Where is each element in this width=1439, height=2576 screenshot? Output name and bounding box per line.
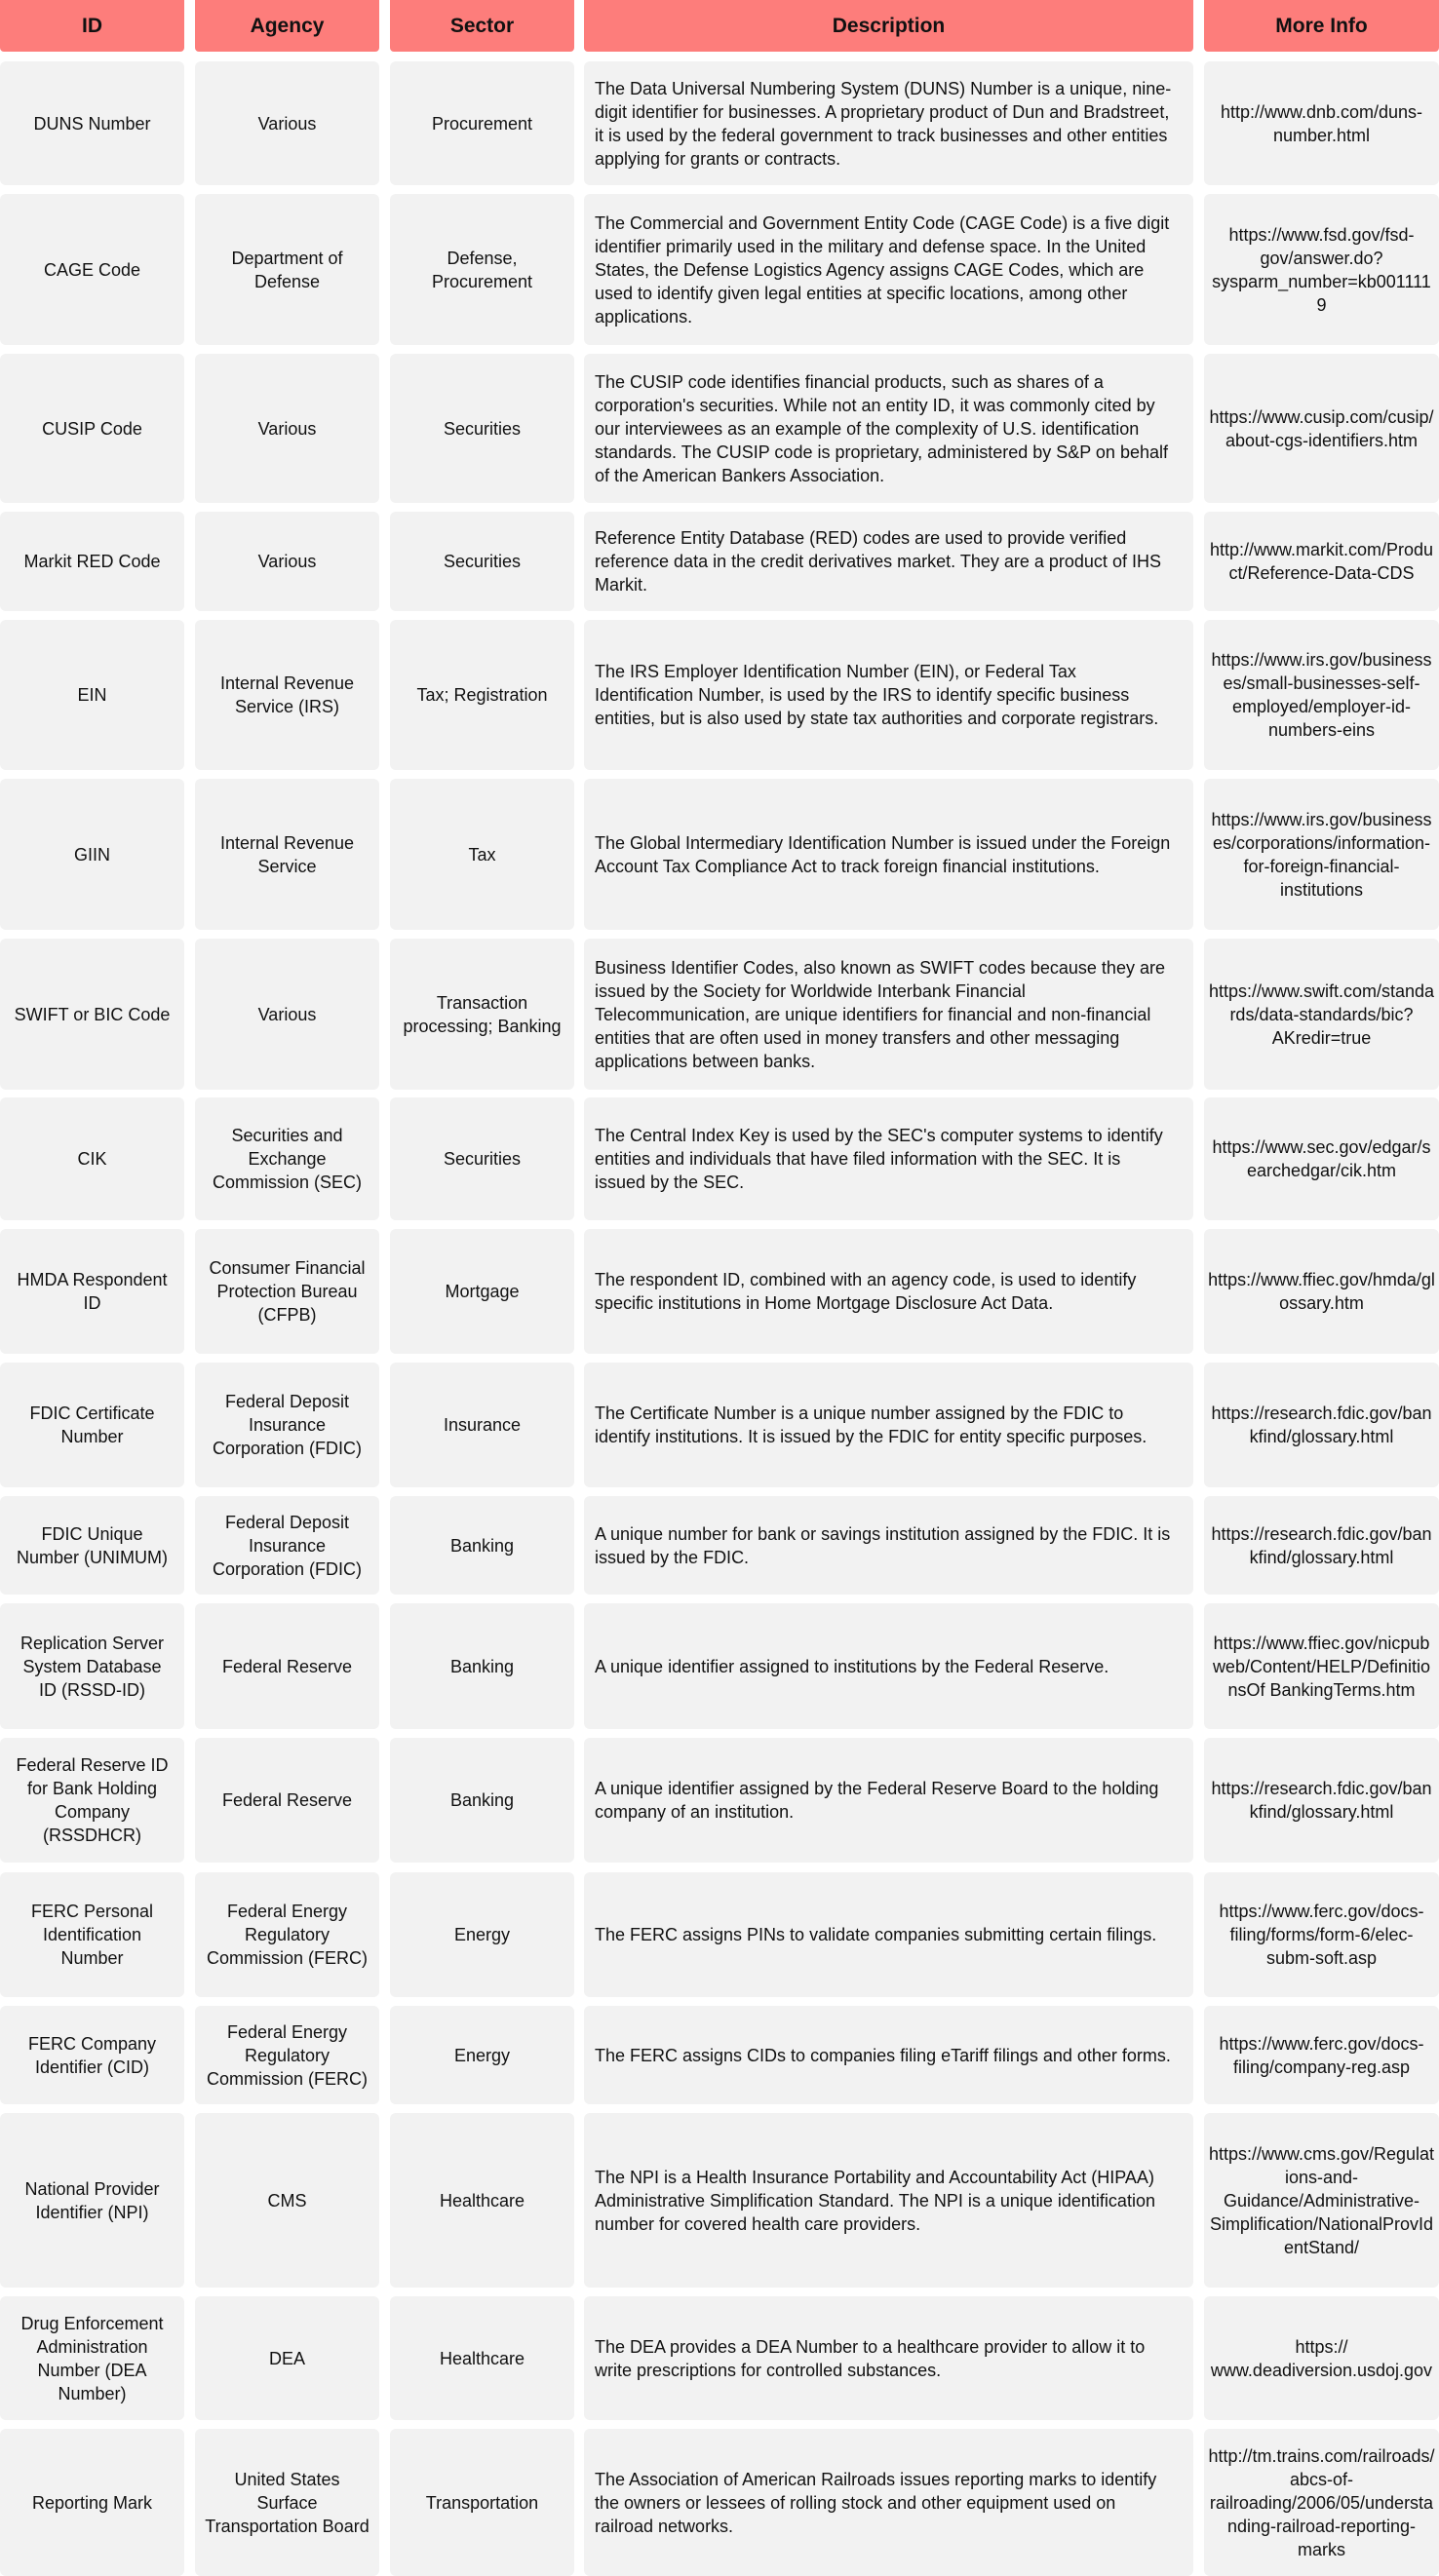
more-info-text: https://research.fdic.gov/bankfind/glossary.html bbox=[1211, 1523, 1432, 1567]
header-sector: Sector bbox=[390, 0, 574, 52]
sector-cell bbox=[390, 1872, 574, 1997]
more-info-text: http://www.markit.com/Product/Reference-Data-CDS bbox=[1209, 540, 1434, 583]
description-cell bbox=[584, 2429, 1193, 2576]
sector-text: Banking bbox=[449, 1656, 515, 1676]
description-text: The NPI is a Health Insurance Portability and Accountability Act (HIPAA) Administrative Simplification Standard. The NPI is a unique identification number for covered health care providers. bbox=[595, 2167, 1155, 2234]
description-cell bbox=[584, 1229, 1193, 1354]
sector-cell bbox=[390, 2296, 574, 2420]
id-text: Replication Server System Database ID (RSSD-ID) bbox=[19, 1633, 165, 1700]
description-cell bbox=[584, 194, 1193, 345]
sector-text: Healthcare bbox=[439, 2190, 525, 2211]
more-info-text: https://www.sec.gov/edgar/searchedgar/cik.htm bbox=[1212, 1137, 1431, 1180]
agency-text: Various bbox=[257, 1004, 317, 1024]
more-info-cell bbox=[1204, 939, 1439, 1090]
agency-cell bbox=[195, 2429, 379, 2576]
sector-cell bbox=[390, 1603, 574, 1729]
table-row bbox=[0, 1097, 1439, 1220]
more-info-cell bbox=[1204, 61, 1439, 185]
header-more-info: More Info bbox=[1204, 0, 1439, 52]
sector-cell bbox=[390, 61, 574, 185]
table-row bbox=[0, 1229, 1439, 1354]
id-text: DUNS Number bbox=[33, 113, 151, 134]
description-cell bbox=[584, 512, 1193, 611]
agency-cell bbox=[195, 2006, 379, 2104]
agency-cell bbox=[195, 512, 379, 611]
description-cell bbox=[584, 1603, 1193, 1729]
agency-text: CMS bbox=[267, 2190, 307, 2211]
sector-cell bbox=[390, 1097, 574, 1220]
description-text: A unique identifier assigned by the Federal Reserve Board to the holding company of an institution. bbox=[595, 1779, 1159, 1822]
agency-cell bbox=[195, 194, 379, 345]
description-text: The Certificate Number is a unique number assigned by the FDIC to identify institutions. It is issued by the FDIC for entity specific purposes. bbox=[595, 1403, 1147, 1446]
agency-text: Federal Energy Regulatory Commission (FERC) bbox=[206, 2021, 368, 2089]
agency-text: Federal Deposit Insurance Corporation (FDIC) bbox=[212, 1512, 363, 1579]
table-row bbox=[0, 2006, 1439, 2104]
id-text: FERC Company Identifier (CID) bbox=[27, 2033, 157, 2077]
table-row bbox=[0, 1496, 1439, 1595]
agency-text: DEA bbox=[268, 2348, 305, 2368]
agency-text: Various bbox=[257, 552, 317, 571]
id-text: FERC Personal Identification Number bbox=[30, 1902, 154, 1968]
agency-text: Department of Defense bbox=[231, 248, 343, 291]
more-info-cell bbox=[1204, 1229, 1439, 1354]
sector-text: Energy bbox=[453, 2045, 511, 2065]
more-info-cell bbox=[1204, 2006, 1439, 2104]
id-text: Federal Reserve ID for Bank Holding Company (RSSDHCR) bbox=[16, 1755, 169, 1845]
sector-cell bbox=[390, 1496, 574, 1595]
sector-cell bbox=[390, 194, 574, 345]
more-info-text: https://www.ferc.gov/docs-filing/company-reg.asp bbox=[1219, 2033, 1424, 2077]
more-info-text: https://research.fdic.gov/bankfind/glossary.html bbox=[1211, 1403, 1432, 1446]
id-text: CIK bbox=[77, 1149, 107, 1169]
sector-text: Banking bbox=[449, 1535, 515, 1556]
table-row bbox=[0, 2113, 1439, 2288]
more-info-cell bbox=[1204, 1363, 1439, 1487]
description-cell bbox=[584, 2006, 1193, 2104]
id-cell bbox=[0, 2113, 184, 2288]
description-text: Business Identifier Codes, also known as SWIFT codes because they are issued by the Society for Worldwide Interbank Financial Telecommunication, are unique identifiers for financial and non-financial entities that are often used in money transfers and other messaging applications between banks. bbox=[595, 957, 1165, 1071]
id-cell bbox=[0, 61, 184, 185]
table-row bbox=[0, 1872, 1439, 1997]
id-text: GIIN bbox=[73, 844, 110, 865]
agency-cell bbox=[195, 61, 379, 185]
description-cell bbox=[584, 1496, 1193, 1595]
table-row bbox=[0, 779, 1439, 930]
description-text: The Data Universal Numbering System (DUNS) Number is a unique, nine-digit identifier for businesses. A proprietary product of Dun and Bradstreet, it is used by the federal government to track businesses and other entities applying for grants or contracts. bbox=[595, 78, 1172, 169]
description-cell bbox=[584, 354, 1193, 503]
table-row bbox=[0, 1363, 1439, 1487]
agency-cell bbox=[195, 1496, 379, 1595]
table-row bbox=[0, 2296, 1439, 2420]
header-description: Description bbox=[584, 0, 1193, 52]
description-cell bbox=[584, 779, 1193, 930]
id-text: FDIC Certificate Number bbox=[29, 1403, 155, 1446]
agency-cell bbox=[195, 2113, 379, 2288]
agency-text: Internal Revenue Service bbox=[219, 832, 355, 876]
agency-cell bbox=[195, 939, 379, 1090]
sector-cell bbox=[390, 939, 574, 1090]
sector-cell bbox=[390, 2006, 574, 2104]
more-info-cell bbox=[1204, 512, 1439, 611]
table-row bbox=[0, 194, 1439, 345]
description-cell bbox=[584, 61, 1193, 185]
more-info-cell bbox=[1204, 1496, 1439, 1595]
description-text: The FERC assigns CIDs to companies filing eTariff filings and other forms. bbox=[595, 2045, 1171, 2065]
agency-cell bbox=[195, 1738, 379, 1863]
agency-text: Internal Revenue Service (IRS) bbox=[219, 673, 355, 716]
sector-cell bbox=[390, 2429, 574, 2576]
agency-cell bbox=[195, 620, 379, 770]
sector-cell bbox=[390, 779, 574, 930]
more-info-text: https://www.irs.gov/businesses/small-businesses-self-employed/employer-id-numbers-eins bbox=[1211, 650, 1432, 740]
id-cell bbox=[0, 1496, 184, 1595]
id-cell bbox=[0, 512, 184, 611]
id-text: SWIFT or BIC Code bbox=[14, 1004, 171, 1024]
sector-cell bbox=[390, 1229, 574, 1354]
agency-text: Securities and Exchange Commission (SEC) bbox=[212, 1126, 363, 1192]
description-text: The Global Intermediary Identification Number is issued under the Foreign Account Tax Compliance Act to track foreign financial institutions. bbox=[595, 832, 1171, 876]
more-info-cell bbox=[1204, 354, 1439, 503]
id-text: EIN bbox=[77, 685, 107, 705]
more-info-cell bbox=[1204, 194, 1439, 345]
more-info-cell bbox=[1204, 1872, 1439, 1997]
table-row bbox=[0, 1603, 1439, 1729]
agency-cell bbox=[195, 1363, 379, 1487]
header-agency: Agency bbox=[195, 0, 379, 52]
id-cell bbox=[0, 1229, 184, 1354]
more-info-text: https://www.ffiec.gov/nicpubweb/Content/HELP/DefinitionsOf BankingTerms.htm bbox=[1212, 1633, 1431, 1700]
table-row bbox=[0, 2429, 1439, 2576]
id-text: National Provider Identifier (NPI) bbox=[24, 2178, 160, 2222]
agency-text: Consumer Financial Protection Bureau (CFPB) bbox=[209, 1258, 366, 1325]
more-info-text: https://www.ffiec.gov/hmda/glossary.htm bbox=[1208, 1270, 1435, 1313]
id-text: CAGE Code bbox=[43, 259, 141, 280]
id-cell bbox=[0, 2006, 184, 2104]
sector-cell bbox=[390, 354, 574, 503]
header-id: ID bbox=[0, 0, 184, 52]
id-cell bbox=[0, 354, 184, 503]
description-text: The IRS Employer Identification Number (EIN), or Federal Tax Identification Number, is used by the IRS to identify specific business entities, but is also used by state tax authorities and corporate registrars. bbox=[595, 662, 1159, 728]
id-cell bbox=[0, 2429, 184, 2576]
agency-cell bbox=[195, 1603, 379, 1729]
agency-text: Various bbox=[257, 418, 317, 439]
header-row bbox=[0, 0, 1439, 52]
id-cell bbox=[0, 1603, 184, 1729]
agency-cell bbox=[195, 2296, 379, 2420]
agency-text: Federal Reserve bbox=[221, 1790, 353, 1810]
more-info-text: https://www.cusip.com/cusip/about-cgs-identifiers.htm bbox=[1209, 406, 1434, 450]
agency-cell bbox=[195, 1229, 379, 1354]
sector-text: Securities bbox=[443, 552, 522, 571]
id-text: FDIC Unique Number (UNIMUM) bbox=[17, 1523, 168, 1567]
more-info-cell bbox=[1204, 620, 1439, 770]
description-text: The CUSIP code identifies financial products, such as shares of a corporation's securities. While not an entity ID, it was commonly cited by our interviewees as an example of the complexity of U.S. identification standards. The CUSIP code is proprietary, administered by S&P on behalf of the American Bankers Association. bbox=[595, 371, 1168, 485]
table-row bbox=[0, 61, 1439, 185]
id-text: Drug Enforcement Administration Number (DEA Number) bbox=[20, 2313, 164, 2403]
id-cell bbox=[0, 1738, 184, 1863]
agency-cell bbox=[195, 779, 379, 930]
sector-text: Mortgage bbox=[445, 1282, 520, 1301]
agency-cell bbox=[195, 1097, 379, 1220]
id-cell bbox=[0, 1363, 184, 1487]
description-text: The Association of American Railroads issues reporting marks to identify the owners or lessees of rolling stock and other equipment used on railroad networks. bbox=[595, 2469, 1157, 2536]
agency-text: Federal Reserve bbox=[221, 1656, 353, 1676]
sector-text: Securities bbox=[443, 418, 522, 439]
more-info-cell bbox=[1204, 1097, 1439, 1220]
sector-text: Procurement bbox=[431, 113, 533, 134]
id-cell bbox=[0, 1097, 184, 1220]
more-info-text: http://tm.trains.com/railroads/abcs-of-railroading/2006/05/understanding-railroad-reporting-marks bbox=[1208, 2445, 1435, 2559]
description-text: The respondent ID, combined with an agency code, is used to identify specific institutions in Home Mortgage Disclosure Act Data. bbox=[595, 1270, 1137, 1313]
description-text: The Commercial and Government Entity Code (CAGE Code) is a five digit identifier primarily used in the military and defense space. In the United States, the Defense Logistics Agency assigns CAGE Codes, which are used to identify given legal entities at specific locations, among other applications. bbox=[595, 212, 1170, 327]
more-info-cell bbox=[1204, 2113, 1439, 2288]
sector-text: Transportation bbox=[425, 2492, 539, 2513]
description-text: Reference Entity Database (RED) codes are used to provide verified reference data in the credit derivatives market. They are a product of IHS Markit. bbox=[595, 528, 1161, 595]
description-cell bbox=[584, 1363, 1193, 1487]
agency-text: Federal Deposit Insurance Corporation (FDIC) bbox=[212, 1392, 363, 1458]
more-info-cell bbox=[1204, 779, 1439, 930]
sector-text: Tax; Registration bbox=[416, 685, 548, 705]
description-cell bbox=[584, 2113, 1193, 2288]
sector-text: Energy bbox=[453, 1925, 511, 1944]
table-row bbox=[0, 354, 1439, 503]
table-row bbox=[0, 620, 1439, 770]
sector-text: Insurance bbox=[443, 1415, 522, 1435]
description-cell bbox=[584, 1097, 1193, 1220]
sector-text: Banking bbox=[449, 1790, 515, 1810]
description-cell bbox=[584, 620, 1193, 770]
id-text: Reporting Mark bbox=[31, 2492, 153, 2513]
more-info-cell bbox=[1204, 2296, 1439, 2420]
agency-text: United States Surface Transportation Board bbox=[205, 2469, 369, 2536]
more-info-text: https://research.fdic.gov/bankfind/glossary.html bbox=[1211, 1779, 1432, 1822]
sector-cell bbox=[390, 1738, 574, 1863]
description-text: The DEA provides a DEA Number to a healthcare provider to allow it to write prescriptions for controlled substances. bbox=[595, 2336, 1146, 2380]
table-row bbox=[0, 512, 1439, 611]
id-cell bbox=[0, 194, 184, 345]
agency-cell bbox=[195, 1872, 379, 1997]
id-cell bbox=[0, 620, 184, 770]
more-info-text: https://www.ferc.gov/docs-filing/forms/form-6/elec-subm-soft.asp bbox=[1219, 1902, 1424, 1968]
description-text: A unique number for bank or savings institution assigned by the FDIC. It is issued by the FDIC. bbox=[595, 1523, 1171, 1567]
id-text: CUSIP Code bbox=[42, 418, 142, 439]
agency-text: Federal Energy Regulatory Commission (FERC) bbox=[206, 1902, 368, 1968]
table-row bbox=[0, 1738, 1439, 1863]
more-info-text: https://www.cms.gov/Regulations-and-Guidance/Administrative-Simplification/NationalProvIdentStand/ bbox=[1208, 2143, 1435, 2257]
agency-cell bbox=[195, 354, 379, 503]
sector-cell bbox=[390, 512, 574, 611]
sector-cell bbox=[390, 2113, 574, 2288]
agency-text: Various bbox=[257, 113, 317, 134]
sector-text: Securities bbox=[443, 1149, 522, 1169]
description-text: The FERC assigns PINs to validate companies submitting certain filings. bbox=[595, 1925, 1157, 1944]
sector-text: Transaction processing; Banking bbox=[403, 992, 562, 1036]
sector-cell bbox=[390, 620, 574, 770]
description-cell bbox=[584, 1738, 1193, 1863]
more-info-cell bbox=[1204, 2429, 1439, 2576]
id-cell bbox=[0, 2296, 184, 2420]
more-info-text: https://www.fsd.gov/fsd-gov/answer.do?sysparm_number=kb0011119 bbox=[1212, 224, 1431, 315]
more-info-text: https:// www.deadiversion.usdoj.gov bbox=[1210, 2336, 1433, 2380]
id-cell bbox=[0, 939, 184, 1090]
more-info-text: http://www.dnb.com/duns-number.html bbox=[1220, 101, 1423, 145]
sector-text: Defense, Procurement bbox=[431, 248, 533, 291]
id-text: Markit RED Code bbox=[23, 552, 161, 571]
more-info-cell bbox=[1204, 1603, 1439, 1729]
description-text: A unique identifier assigned to institutions by the Federal Reserve. bbox=[595, 1656, 1109, 1676]
table-row bbox=[0, 939, 1439, 1090]
more-info-cell bbox=[1204, 1738, 1439, 1863]
sector-text: Tax bbox=[468, 844, 496, 865]
sector-text: Healthcare bbox=[439, 2348, 525, 2368]
description-cell bbox=[584, 939, 1193, 1090]
description-cell bbox=[584, 2296, 1193, 2420]
id-cell bbox=[0, 1872, 184, 1997]
more-info-text: https://www.irs.gov/businesses/corporations/information-for-foreign-financial-institutions bbox=[1211, 809, 1432, 900]
description-text: The Central Index Key is used by the SEC's computer systems to identify entities and individuals that have filed information with the SEC. It is issued by the SEC. bbox=[595, 1126, 1163, 1192]
more-info-text: https://www.swift.com/standards/data-standards/bic?AKredir=true bbox=[1208, 980, 1435, 1048]
id-cell bbox=[0, 779, 184, 930]
description-cell bbox=[584, 1872, 1193, 1997]
sector-cell bbox=[390, 1363, 574, 1487]
id-text: HMDA Respondent ID bbox=[17, 1270, 168, 1313]
